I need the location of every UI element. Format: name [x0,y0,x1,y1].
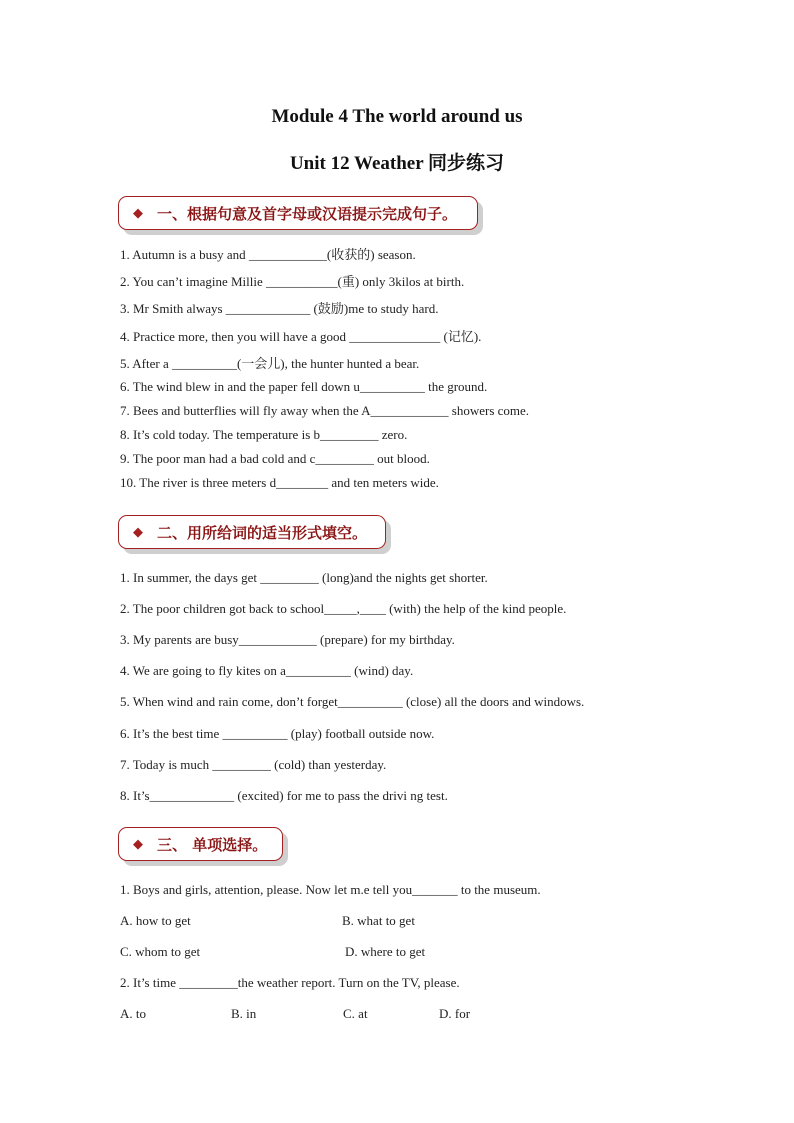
page-title: Module 4 The world around us [271,106,523,127]
s1-item-10: 10. The river is three meters d________ and ten meters wide. [120,475,439,490]
s3-q2-stem: 2. It’s time _________the weather report. Turn on the TV, please. [120,975,460,990]
section-3-heading [118,827,283,861]
s3-q1-stem: 1. Boys and girls, attention, please. Now let m.e tell you_______ to the museum. [120,882,541,897]
s3-q1-option-d: D. where to get [345,944,426,959]
s1-item-6: 6. The wind blew in and the paper fell down u__________ the ground. [120,379,488,394]
page-subtitle: Unit 12 Weather 同步练习 [289,153,505,174]
s2-item-4: 4. We are going to fly kites on a__________ (wind) day. [120,663,414,678]
diamond-icon: ◆ [133,524,143,540]
s1-item-4: 4. Practice more, then you will have a good ______________ (记忆). [120,329,482,344]
s3-q2-option-d: D. for [439,1006,471,1021]
s1-item-7: 7. Bees and butterflies will fly away when the A____________ showers come. [120,403,530,418]
s3-q1-option-a: A. how to get [120,913,191,928]
diamond-icon: ◆ [133,836,143,852]
section-1-heading [118,196,478,230]
s3-q1-option-c: C. whom to get [120,944,201,959]
s1-item-1: 1. Autumn is a busy and ____________(收获的) season. [120,247,416,262]
s1-item-5: 5. After a __________(一会儿), the hunter hunted a bear. [120,356,420,371]
s2-item-8: 8. It’s_____________ (excited) for me to pass the drivi ng test. [120,788,448,803]
diamond-icon: ◆ [133,205,143,221]
section-2-heading-text: 二、用所给词的适当形式填空。 [157,523,368,542]
s1-item-8: 8. It’s cold today. The temperature is b_________ zero. [120,427,408,442]
section-1-heading-text: 一、根据句意及首字母或汉语提示完成句子。 [157,204,458,223]
s3-q2-option-b: B. in [231,1006,257,1021]
s3-q2-option-c: C. at [343,1006,368,1021]
s3-q1-option-b: B. what to get [342,913,415,928]
section-2-heading [118,515,386,549]
s1-item-2: 2. You can’t imagine Millie ___________(重) only 3kilos at birth. [120,274,465,289]
s2-item-6: 6. It’s the best time __________ (play) football outside now. [120,726,435,741]
section-3-heading-text: 三、 单项选择。 [157,835,268,854]
s2-item-3: 3. My parents are busy____________ (prepare) for my birthday. [120,632,455,647]
s2-item-7: 7. Today is much _________ (cold) than yesterday. [120,757,387,772]
s2-item-1: 1. In summer, the days get _________ (long)and the nights get shorter. [120,570,488,585]
s1-item-3: 3. Mr Smith always _____________ (鼓励)me to study hard. [120,301,439,316]
s3-q2-option-a: A. to [120,1006,146,1021]
s1-item-9: 9. The poor man had a bad cold and c_________ out blood. [120,451,430,466]
s2-item-2: 2. The poor children got back to school_____,____ (with) the help of the kind people. [120,601,567,616]
s2-item-5: 5. When wind and rain come, don’t forget__________ (close) all the doors and windows. [120,694,585,709]
